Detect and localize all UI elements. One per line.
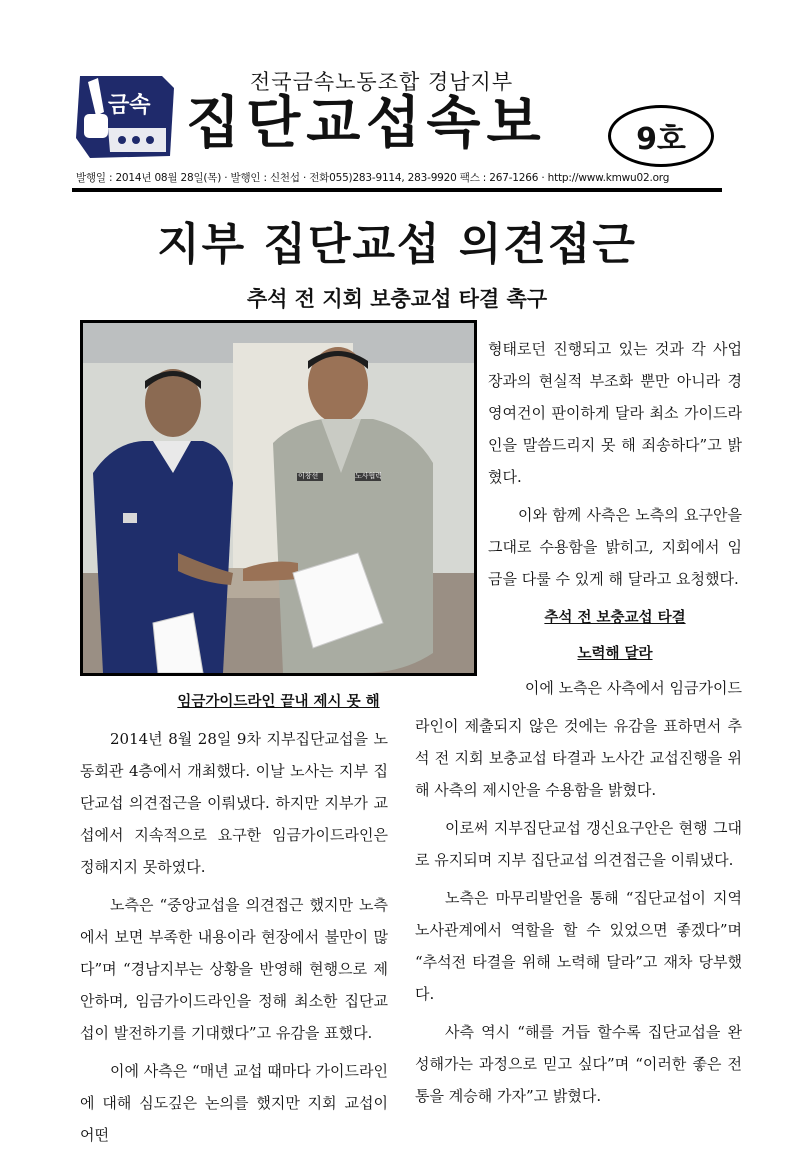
section-heading-right [488,600,742,672]
paragraph: 노측은 마무리발언을 통해 “집단교섭이 지역 노사관계에서 역할을 할 수 있었으면 좋겠다”며 “추석전 타결을 위해 노력해 달라”고 재차 당부했다. [415,889,742,1003]
org-name: 전국금속노동조합 경남지부 [250,70,514,94]
section-heading-line: 추석 전 보충교섭 타결 [544,610,686,626]
headline: 지부 집단교섭 의견접근 [157,219,637,270]
paragraph: 이에 노측은 사측에서 임금가이드 [524,679,742,697]
badge-icon [123,513,137,523]
paragraph: 사측 역시 “해를 거듭 할수록 집단교섭을 완성해가는 과정으로 믿고 싶다”며 “이러한 좋은 전통을 계승해 가자”고 밝혔다. [415,1023,742,1105]
section-heading-left: 임금가이드라인 끝내 제시 못 해 [177,694,380,710]
paragraph: 이로써 지부집단교섭 갱신요구안은 현행 그대로 유지되며 지부 집단교섭 의견접근을 이뤄냈다. [415,819,742,869]
paragraph: 노측은 “중앙교섭을 의견접근 했지만 노측에서 보면 부족한 내용이라 현장에서 불만이 많다”며 “경남지부는 상황을 반영해 현행으로 제안하며, 임금가이드라인을 정해 최소한 집단교섭이 발전하기를 기대했다”고 유감을 표했다. [80,896,388,1042]
section-heading-line: 노력해 달라 [577,646,653,662]
paragraph: 형태로던 진행되고 있는 것과 각 사업장과의 현실적 부조화 뿐만 아니라 경영여건이 판이하게 달라 최소 가이드라인을 말씀드리지 못 해 죄송하다”고 밝혔다. [488,340,742,486]
issue-badge: 9호 [608,105,714,167]
union-logo [70,68,182,164]
paragraph: 이와 함께 사측은 노측의 요구안을 그대로 수용함을 밝히고, 지회에서 임금을 다룰 수 있게 해 달라고 요청했다. [488,506,742,588]
article-column-right [415,672,742,1118]
subheadline: 추석 전 지회 보충교섭 타결 촉구 [246,287,548,311]
paragraph: 이에 사측은 “매년 교섭 때마다 가이드라인에 대해 심도깊은 논의를 했지만 지회 교섭이 어떤 [80,1062,388,1144]
article-column-left [80,723,388,1157]
publication-info: 발행일 : 2014년 08월 28일(목) · 발행인 : 신천섭 · 전화055)283-9114, 283-9920 팩스 : 267-1266 · http://www.kmwu02.org [76,172,670,184]
paragraph: 라인이 제출되지 않은 것에는 유감을 표하면서 추석 전 지회 보충교섭 타결과 노사간 교섭진행을 위해 사측의 제시안을 수용함을 밝혔다. [415,717,742,799]
masthead-rule [72,188,722,192]
name-tag-right: 노사협력 [355,472,383,480]
logo-text: 금속 [108,93,151,118]
handshake-photo [80,320,477,676]
newsletter-title: 집단교섭속보 [186,91,547,156]
article-column-right-top [488,333,742,601]
name-tag: 이창선 [298,472,319,480]
paragraph: 2014년 8월 28일 9차 지부집단교섭을 노동회관 4층에서 개최했다. 이날 노사는 지부 집단교섭 의견접근을 이뤄냈다. 하지만 지부가 교섭에서 지속적으로 요구한 임금가이드라인은 정해지지 못하였다. [80,730,388,876]
